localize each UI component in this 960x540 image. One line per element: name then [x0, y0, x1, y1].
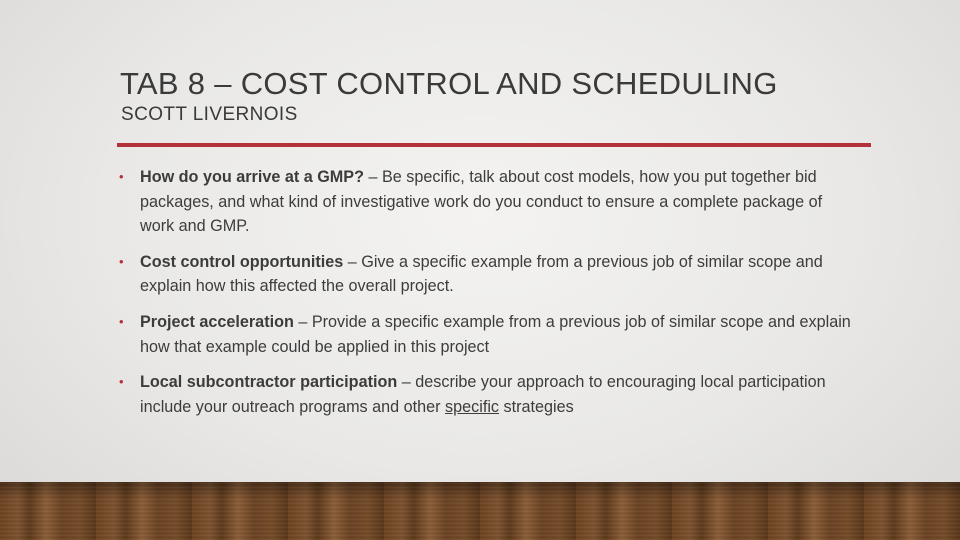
- slide-title: TAB 8 – COST CONTROL AND SCHEDULING: [120, 66, 778, 101]
- bullet-list: [117, 165, 857, 430]
- bullet-item-cost-control: [117, 250, 857, 299]
- bullet-heading: Cost control opportunities: [140, 252, 344, 271]
- bullet-dot-icon: •: [119, 253, 124, 269]
- bullet-dot-icon: •: [119, 313, 124, 329]
- bullet-text: – Provide a specific example from a previous job of similar scope and explain how that example could be applied in this project: [140, 312, 851, 356]
- underlined-word: specific: [445, 397, 500, 416]
- bullet-text: – describe your approach to encouraging local participation include your outreach programs and other: [140, 373, 826, 416]
- bullet-heading: Local subcontractor participation: [140, 373, 398, 392]
- title-divider: [117, 143, 871, 147]
- bullet-text-end: strategies: [499, 397, 574, 416]
- bullet-item-local-subcontractor: [117, 370, 857, 419]
- bullet-heading: How do you arrive at a GMP?: [140, 168, 364, 186]
- bullet-text: – Give a specific example from a previous job of similar scope and explain how this affected the overall project.: [140, 252, 823, 296]
- wood-floor-grain: [0, 482, 960, 540]
- slide-subtitle: SCOTT LIVERNOIS: [121, 104, 298, 125]
- bullet-dot-icon: •: [119, 169, 124, 184]
- bullet-heading: Project acceleration: [140, 312, 294, 331]
- bullet-item-gmp: [117, 165, 857, 239]
- bullet-dot-icon: •: [119, 374, 124, 390]
- bullet-text: – Be specific, talk about cost models, how you put together bid packages, and what kind of investigative work do you conduct to ensure a complete package of work and GMP.: [140, 168, 823, 236]
- bullet-item-project-acceleration: [117, 310, 857, 359]
